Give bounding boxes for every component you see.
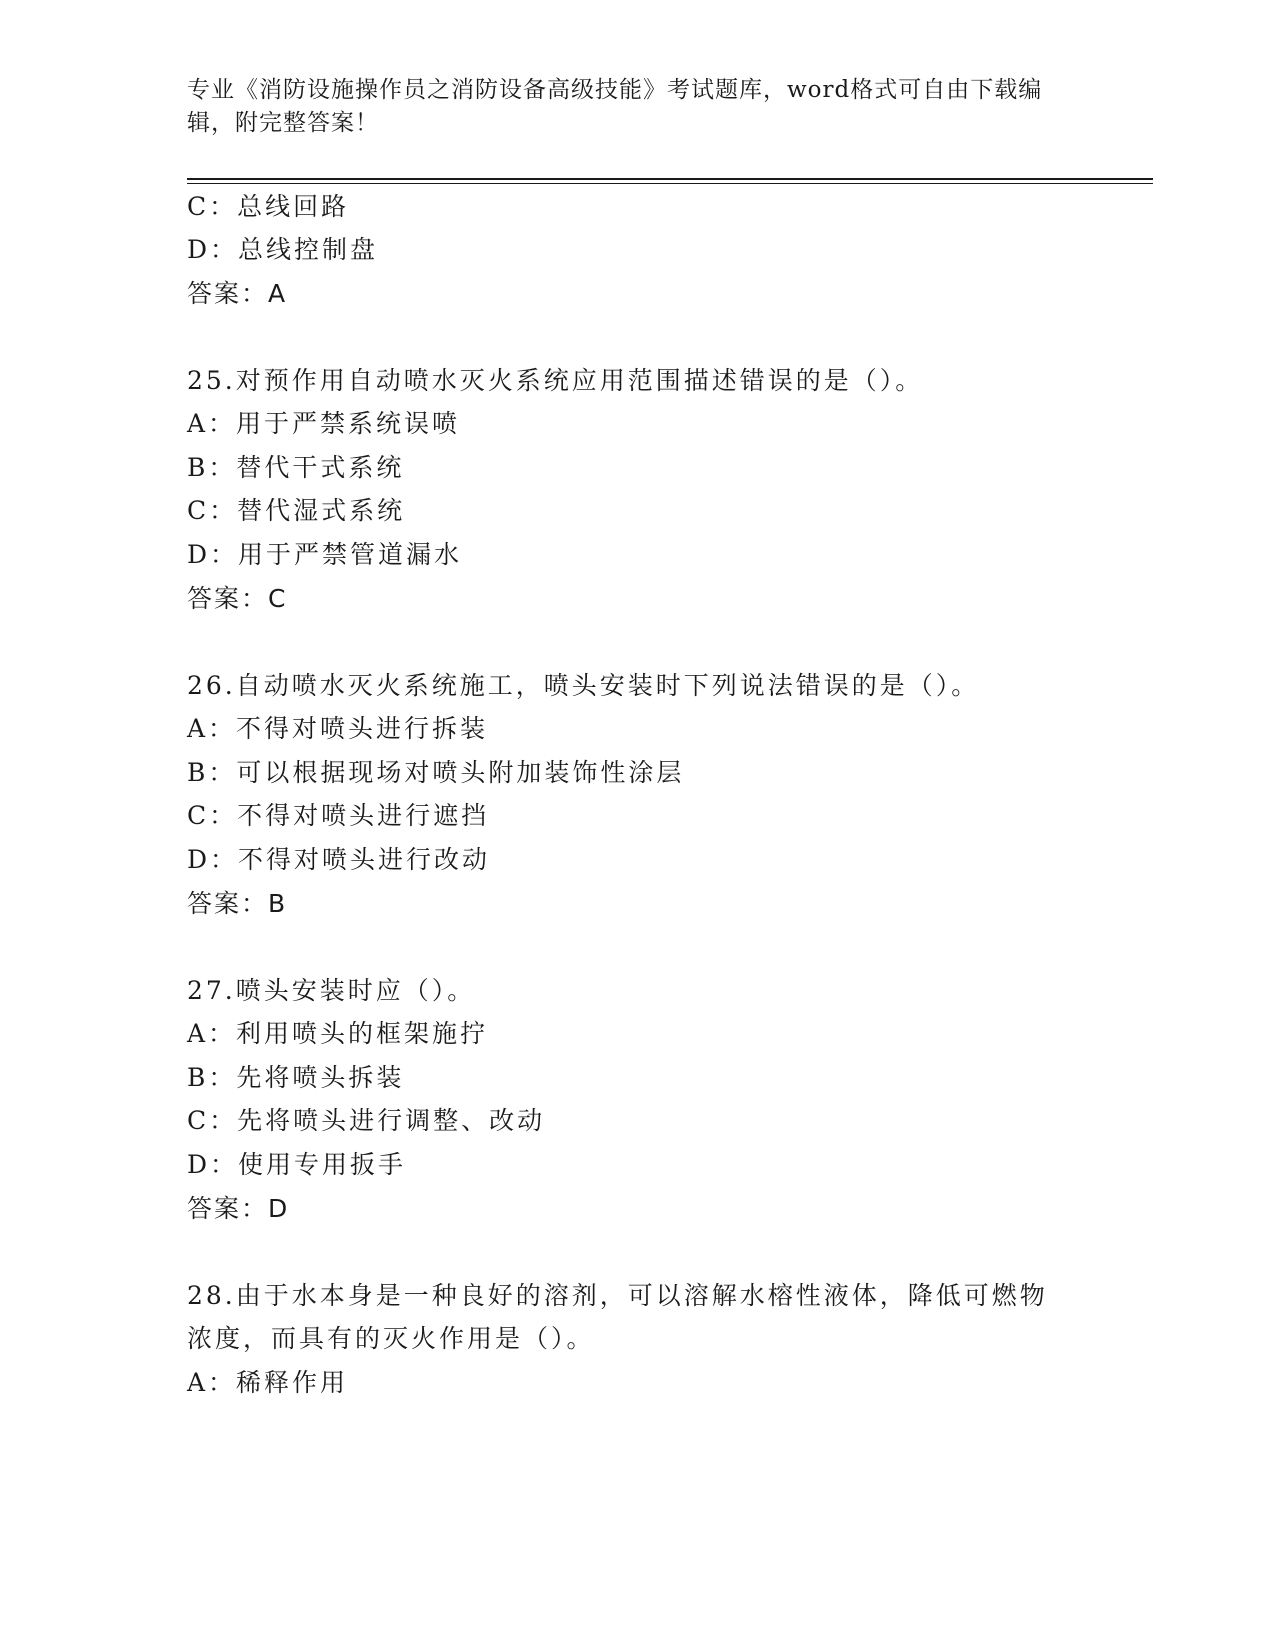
question-28-stem-line-2: 浓度，而具有的灭火作用是（）。 [187,1324,595,1353]
question-26-option-d: D：不得对喷头进行改动 [187,845,491,874]
prev-option-c: C：总线回路 [187,192,350,221]
header-line-2: 辑，附完整答案！ [187,110,379,136]
question-25-answer: 答案：C [187,584,288,613]
header-line-1: 专业《消防设施操作员之消防设备高级技能》考试题库，word格式可自由下载编 [187,77,1043,103]
question-25-option-d: D：用于严禁管道漏水 [187,540,463,569]
question-28-option-a: A：稀释作用 [187,1368,349,1397]
document-header [187,74,1077,140]
question-27-option-b: B：先将喷头拆装 [187,1063,405,1092]
question-28-stem-line-1: 28.由于水本身是一种良好的溶剂，可以溶解水榕性液体，降低可燃物 [187,1281,1048,1310]
question-25-option-c: C：替代湿式系统 [187,496,406,525]
question-25-stem: 25.对预作用自动喷水灭火系统应用范围描述错误的是（）。 [187,366,924,395]
question-27-stem: 27.喷头安装时应（）。 [187,976,476,1005]
header-divider-thin [187,183,1153,184]
question-26-option-b: B：可以根据现场对喷头附加装饰性涂层 [187,758,685,787]
question-25-option-a: A：用于严禁系统误喷 [187,409,461,438]
prev-option-d: D：总线控制盘 [187,235,379,264]
question-26-option-c: C：不得对喷头进行遮挡 [187,801,490,830]
question-25-option-b: B：替代干式系统 [187,453,405,482]
header-divider-thick [187,178,1153,180]
question-27-option-c: C：先将喷头进行调整、改动 [187,1106,546,1135]
question-26-stem: 26.自动喷水灭火系统施工，喷头安装时下列说法错误的是（）。 [187,671,980,700]
question-26-answer: 答案：B [187,889,288,918]
prev-answer: 答案：A [187,279,288,308]
question-27-option-a: A：利用喷头的框架施拧 [187,1019,489,1048]
question-26-option-a: A：不得对喷头进行拆装 [187,714,489,743]
question-27-option-d: D：使用专用扳手 [187,1150,407,1179]
question-27-answer: 答案：D [187,1194,290,1223]
